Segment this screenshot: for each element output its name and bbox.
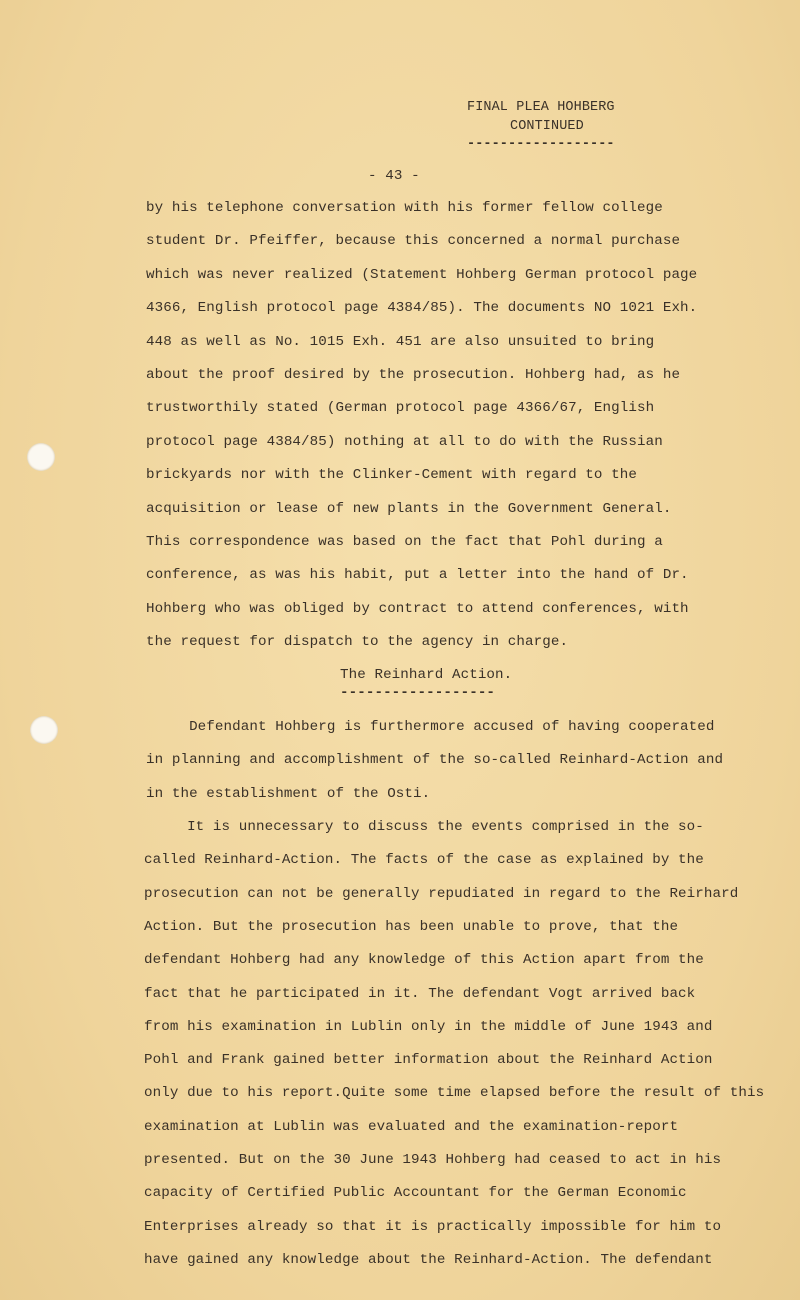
text-line: fact that he participated in it. The defendant Vogt arrived back xyxy=(144,985,696,1002)
text-line: Pohl and Frank gained better information about the Reinhard Action xyxy=(144,1052,713,1069)
text-line: the request for dispatch to the agency in charge. xyxy=(146,634,569,651)
text-line: It is unnecessary to discuss the events comprised in the so- xyxy=(144,819,704,835)
text-line: Enterprises already so that it is practically impossible for him to xyxy=(144,1218,722,1235)
text-line: Defendant Hohberg is furthermore accused of having cooperated xyxy=(146,719,715,735)
text-line: acquisition or lease of new plants in the Government General. xyxy=(146,500,672,517)
text-line: This correspondence was based on the fact that Pohl during a xyxy=(146,534,663,550)
text-line: protocol page 4384/85) nothing at all to do with the Russian xyxy=(146,433,663,450)
header-underline: ------------------ xyxy=(467,137,615,152)
text-line: which was never realized (Statement Hohberg German protocol page xyxy=(146,266,698,283)
text-line: Action. But the prosecution has been unable to prove, that the xyxy=(144,918,679,935)
text-line: 448 as well as No. 1015 Exh. 451 are also unsuited to bring xyxy=(146,333,655,350)
header-title: FINAL PLEA HOHBERG xyxy=(467,100,615,115)
text-line: trustworthily stated (German protocol page 4366/67, English xyxy=(146,400,655,417)
section-heading: The Reinhard Action. xyxy=(340,667,513,683)
punch-hole xyxy=(27,443,55,471)
text-line: have gained any knowledge about the Reinhard-Action. The defendant xyxy=(144,1251,713,1268)
text-line: student Dr. Pfeiffer, because this concerned a normal purchase xyxy=(146,233,681,250)
text-line: only due to his report.Quite some time elapsed before the result of this xyxy=(144,1085,765,1102)
text-line: Hohberg who was obliged by contract to attend conferences, with xyxy=(146,600,689,617)
text-line: by his telephone conversation with his former fellow college xyxy=(146,200,663,216)
text-line: defendant Hohberg had any knowledge of this Action apart from the xyxy=(144,952,704,969)
text-line: brickyards nor with the Clinker-Cement with regard to the xyxy=(146,467,637,484)
text-line: called Reinhard-Action. The facts of the case as explained by the xyxy=(144,852,704,869)
text-line: presented. But on the 30 June 1943 Hohberg had ceased to act in his xyxy=(144,1152,722,1168)
header-subtitle: CONTINUED xyxy=(510,119,584,134)
text-line: examination at Lublin was evaluated and the examination-report xyxy=(144,1118,679,1135)
text-line: prosecution can not be generally repudiated in regard to the Reirhard xyxy=(144,885,739,902)
page-number: - 43 - xyxy=(368,168,420,184)
text-line: from his examination in Lublin only in the middle of June 1943 and xyxy=(144,1018,713,1035)
text-line: 4366, English protocol page 4384/85). The documents NO 1021 Exh. xyxy=(146,300,698,317)
text-line: in planning and accomplishment of the so-called Reinhard-Action and xyxy=(146,752,724,769)
text-line: conference, as was his habit, put a letter into the hand of Dr. xyxy=(146,567,689,584)
text-line: capacity of Certified Public Accountant for the German Economic xyxy=(144,1185,687,1202)
punch-hole xyxy=(30,716,58,744)
text-line: about the proof desired by the prosecution. Hohberg had, as he xyxy=(146,367,681,383)
text-line: in the establishment of the Osti. xyxy=(146,785,431,802)
section-underline: ------------------ xyxy=(340,685,496,701)
